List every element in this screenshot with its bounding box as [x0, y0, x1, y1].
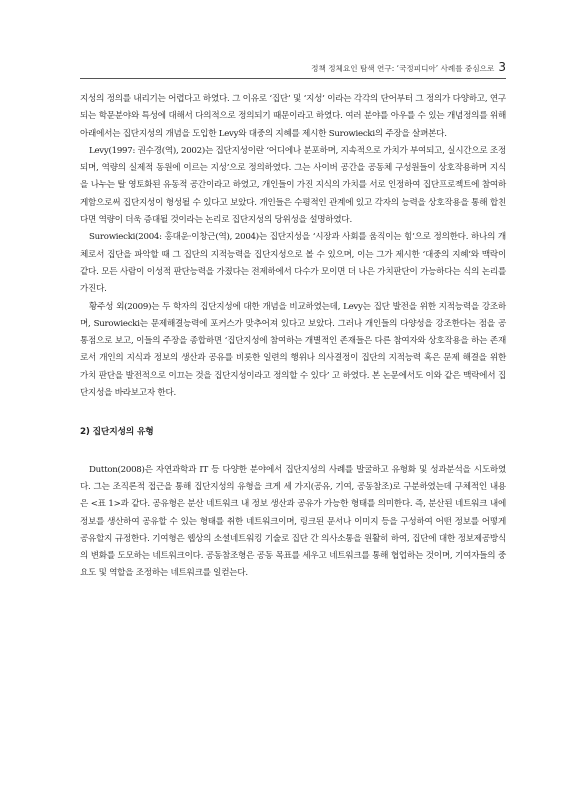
- paragraph: Surowiecki(2004: 홍대운·이창근(역), 2004)는 집단지성을 ‘시장과 사회를 움직이는 힘’으로 정의한다. 하나의 개체로서 집단을 파악할 때 그 집단의 지적능력을 집단지성으로 볼 수 있으며, 이는 그가 제시한 ‘대중의 지혜’와 맥락이 같다. 모든 사람이 이성적 판단능력을 가졌다는 전제하에서 다수가 모이면 더 나은 가치판단이 가능하다는 식의 논리를 가진다.: [80, 232, 506, 295]
- section-heading: 2) 집단지성의 유형: [80, 427, 154, 438]
- paragraph: 황주성 외(2009)는 두 학자의 집단지성에 대한 개념을 비교하였는데, Levy는 집단 발전을 위한 지적능력을 강조하며, Surowiecki는 문제해결능력에 포커스가 맞추어져 있다고 보았다. 그러나 개인들의 다양성을 강조한다는 점을 공통점으로 보고, 이들의 주장을 종합하면 ‘집단지성에 참여하는 개별적인 존재들은 다른 참여자와 상호작용을 하는 존재로서 개인의 지식과 정보의 생산과 공유를 비롯한 일련의 행위나 의사결정이 집단의 지적능력 혹은 문제 해결을 위한 가치 판단을 발전적으로 이끄는 것을 집단지성이라고 정의할 수 있다’ 고 하였다. 본 논문에서도 이와 같은 맥락에서 집단지성을 바라보고자 한다.: [80, 301, 506, 399]
- body-text: [80, 91, 506, 583]
- paragraph: Dutton(2008)은 자연과학과 IT 등 다양한 분야에서 집단지성의 사례를 발굴하고 유형화 및 성과분석을 시도하였다. 그는 조직론적 접근을 통해 집단지성의 유형을 크게 세 가지(공유, 기여, 공동참조)로 구분하였는데 구체적인 내용은 <표 1>과 같다. 공유형은 분산 네트워크 내 정보 생산과 공유가 가능한 형태를 의미한다. 즉, 분산된 네트워크 내에 정보를 생산하여 공유할 수 있는 형태를 취한 네트워크이며, 링크된 문서나 이미지 등을 구성하여 어떤 정보를 어떻게 공유할지 규정한다. 기여형은 웹상의 소셜네트워킹 기술로 집단 간 의사소통을 원활히 하여, 집단에 대한 정보제공방식의 변화를 도모하는 네트워크이다. 공동참조형은 공동 목표를 세우고 네트워크를 통해 협업하는 것이며, 기여자들의 중요도 및 역할을 조정하는 네트워크를 일컫는다.: [80, 464, 506, 579]
- running-header: [80, 60, 506, 78]
- paragraph: 지성의 정의를 내리기는 어렵다고 하였다. 그 이유로 ‘집단’ 및 ‘지성’ 이라는 각각의 단어부터 그 정의가 다양하고, 연구되는 학문분야와 특성에 대해서 다의적으로 정의되기 때문이라고 하였다. 여러 분야를 아우를 수 있는 개념정의를 위해 아래에서는 집단지성의 개념을 도입한 Levy와 대중의 지혜를 제시한 Surowiecki의 주장을 살펴본다.: [80, 94, 506, 139]
- page-number: 3: [498, 60, 506, 74]
- header-rule: [80, 78, 506, 79]
- paragraph: Levy(1997: 권수경(역), 2002)는 집단지성이란 ‘어디에나 분포하며, 지속적으로 가치가 부여되고, 실시간으로 조정되며, 역량의 실제적 동원에 이르는 지성’으로 정의하였다. 그는 사이버 공간을 공동체 구성원들이 상호작용하며 지식을 나누는 탈 영토화된 유동적 공간이라고 하였고, 개인들이 가진 지식의 가치를 서로 인정하여 집단프로젝트에 참여하게함으로써 집단지성이 형성될 수 있다고 보았다. 개인들은 수평적인 관계에 있고 각자의 능력을 상호작용을 통해 합친다면 역량이 더욱 증대될 것이라는 논리로 집단지성의 당위성을 설명하였다.: [80, 145, 507, 226]
- running-title: 정책 정체요인 탐색 연구: ‘국정피디아’ 사례를 중심으로: [311, 64, 495, 73]
